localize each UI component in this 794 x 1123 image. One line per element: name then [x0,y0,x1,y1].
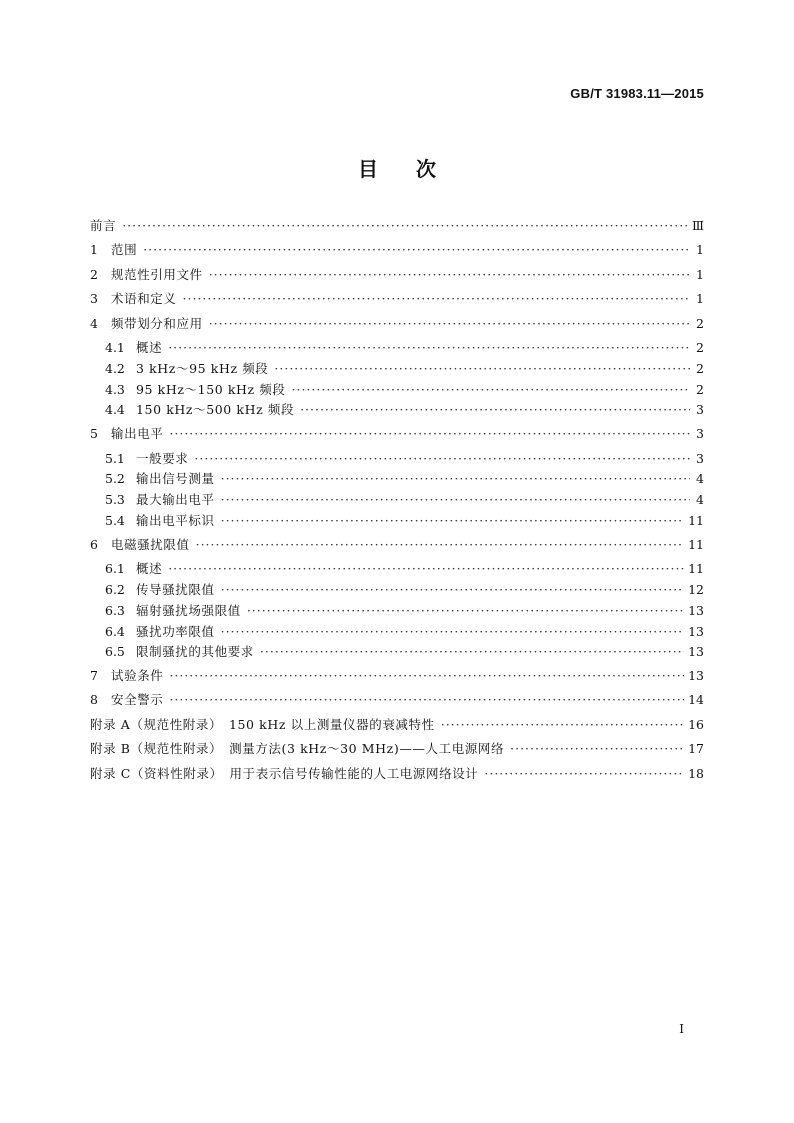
toc-entry[interactable] [90,715,704,739]
toc-entry-label: 规范性引用文件 [111,266,203,282]
toc-entry-label: 附录 A（规范性附录） 150 kHz 以上测量仪器的衰减特性 [90,716,435,732]
dot-leader [169,666,684,686]
toc-entry-label: 安全警示 [111,692,164,708]
toc-entry-page: 16 [688,716,704,732]
toc-entry-page: 2 [696,381,704,397]
toc-entry[interactable] [90,449,704,470]
dot-leader [183,289,690,309]
toc-entry-page: 17 [688,741,704,757]
toc-entry-label: 输出电平 [111,426,164,442]
toc-entry[interactable] [90,265,704,289]
toc-entry-label: 试验条件 [111,668,164,684]
table-of-contents [90,216,704,788]
dot-leader [221,490,690,510]
dot-leader [274,359,690,379]
toc-entry-number: 5.3 [105,492,125,508]
toc-entry-number: 5.1 [105,450,125,466]
toc-entry-label: 3 kHz～95 kHz 频段 [136,360,269,376]
toc-entry-label: 限制骚扰的其他要求 [136,644,254,660]
toc-entry-label: 95 kHz～150 kHz 频段 [136,381,286,397]
toc-entry-number: 4.2 [105,360,125,376]
toc-entry-number: 3 [90,291,98,307]
dot-leader [221,511,684,531]
toc-entry-number: 8 [90,692,98,708]
toc-entry[interactable] [90,764,704,788]
toc-entry-number: 2 [90,266,98,282]
toc-entry-number: 5.2 [105,471,125,487]
toc-entry[interactable] [90,739,704,763]
dot-leader [196,535,684,555]
toc-entry-number: 6.1 [105,561,125,577]
toc-entry-label: 范围 [111,242,138,258]
toc-entry-label: 输出电平标识 [136,512,215,528]
toc-entry[interactable] [90,642,704,663]
toc-entry[interactable] [90,559,704,580]
toc-entry-page: 4 [696,471,704,487]
toc-entry-page: 2 [696,339,704,355]
toc-entry[interactable] [90,490,704,511]
toc-entry-page: 11 [688,536,704,552]
dot-leader [209,265,690,285]
toc-entry-label: 最大输出电平 [136,492,215,508]
dot-leader [221,580,684,600]
toc-entry-number: 4.1 [105,339,125,355]
toc-entry-page: 13 [688,644,704,660]
toc-entry[interactable] [90,338,704,359]
toc-entry-number: 6.4 [105,623,125,639]
toc-entry[interactable] [90,690,704,714]
toc-entry-page: 1 [696,242,704,258]
toc-entry-label: 输出信号测量 [136,471,215,487]
toc-entry-number: 5 [90,426,98,442]
toc-entry-number: 4.4 [105,402,125,418]
toc-entry-label: 前言 [90,218,117,233]
dot-leader [247,601,684,621]
toc-entry-page: 2 [696,360,704,376]
toc-entry-page: 14 [688,692,704,708]
toc-entry-number: 6.5 [105,644,125,660]
dot-leader [168,338,690,358]
toc-entry[interactable] [90,622,704,643]
toc-entry-label: 频带划分和应用 [111,315,203,331]
toc-entry-page: 3 [696,426,704,442]
dot-leader [292,380,690,400]
toc-entry-label: 概述 [136,339,163,355]
dot-leader [510,739,684,759]
toc-title: 目次 [358,157,474,181]
toc-entry-number: 6 [90,536,98,552]
toc-entry-page: 13 [688,602,704,618]
toc-entry[interactable] [90,424,704,448]
toc-entry-page: 3 [696,402,704,418]
toc-entry-page: 11 [688,561,704,577]
toc-entry[interactable] [90,511,704,532]
dot-leader [484,764,684,784]
toc-entry-page: 18 [688,765,704,781]
toc-entry-page: 13 [688,668,704,684]
document-code: GB/T 31983.11—2015 [570,86,704,101]
toc-entry-page: 13 [688,623,704,639]
toc-entry-page: 1 [696,266,704,282]
dot-leader [168,559,684,579]
toc-entry[interactable] [90,666,704,690]
toc-entry-number: 1 [90,242,98,258]
toc-entry-label: 骚扰功率限值 [136,623,215,639]
toc-entry-label: 一般要求 [136,450,189,466]
dot-leader [143,240,690,260]
dot-leader [122,216,688,236]
dot-leader [169,424,690,444]
toc-entry-page: Ⅲ [691,218,704,233]
toc-entry-label: 附录 B（规范性附录） 测量方法(3 kHz～30 MHz)——人工电源网络 [90,741,505,757]
toc-entry-page: 12 [688,581,704,597]
toc-entry-number: 5.4 [105,512,125,528]
toc-entry[interactable] [90,359,704,380]
toc-entry-number: 4 [90,315,98,331]
toc-entry-label: 电磁骚扰限值 [111,536,190,552]
dot-leader [260,642,684,662]
toc-entry-number: 6.3 [105,602,125,618]
toc-entry[interactable] [90,535,704,559]
dot-leader [209,314,690,334]
toc-entry[interactable] [90,314,704,338]
toc-entry-page: 1 [696,291,704,307]
dot-leader [221,469,690,489]
toc-entry-number: 4.3 [105,381,125,397]
toc-entry-page: 4 [696,492,704,508]
dot-leader [441,715,684,735]
toc-entry-label: 150 kHz～500 kHz 频段 [136,402,295,418]
toc-entry-number: 7 [90,668,98,684]
toc-entry[interactable] [90,601,704,622]
dot-leader [194,449,690,469]
toc-entry-page: 2 [696,315,704,331]
toc-entry-number: 6.2 [105,581,125,597]
dot-leader [300,400,690,420]
toc-entry[interactable] [90,580,704,601]
toc-entry-label: 传导骚扰限值 [136,581,215,597]
toc-entry-label: 附录 C（资料性附录） 用于表示信号传输性能的人工电源网络设计 [90,765,479,781]
toc-entry[interactable] [90,469,704,490]
toc-entry-label: 术语和定义 [111,291,177,307]
toc-entry[interactable] [90,216,704,240]
toc-entry-label: 概述 [136,561,163,577]
toc-entry-page: 11 [688,512,704,528]
toc-entry-page: 3 [696,450,704,466]
page-number: I [679,1022,684,1036]
toc-entry[interactable] [90,380,704,401]
toc-entry[interactable] [90,400,704,421]
toc-entry[interactable] [90,289,704,313]
toc-entry-label: 辐射骚扰场强限值 [136,602,241,618]
toc-entry[interactable] [90,240,704,264]
dot-leader [169,690,684,710]
dot-leader [221,622,684,642]
